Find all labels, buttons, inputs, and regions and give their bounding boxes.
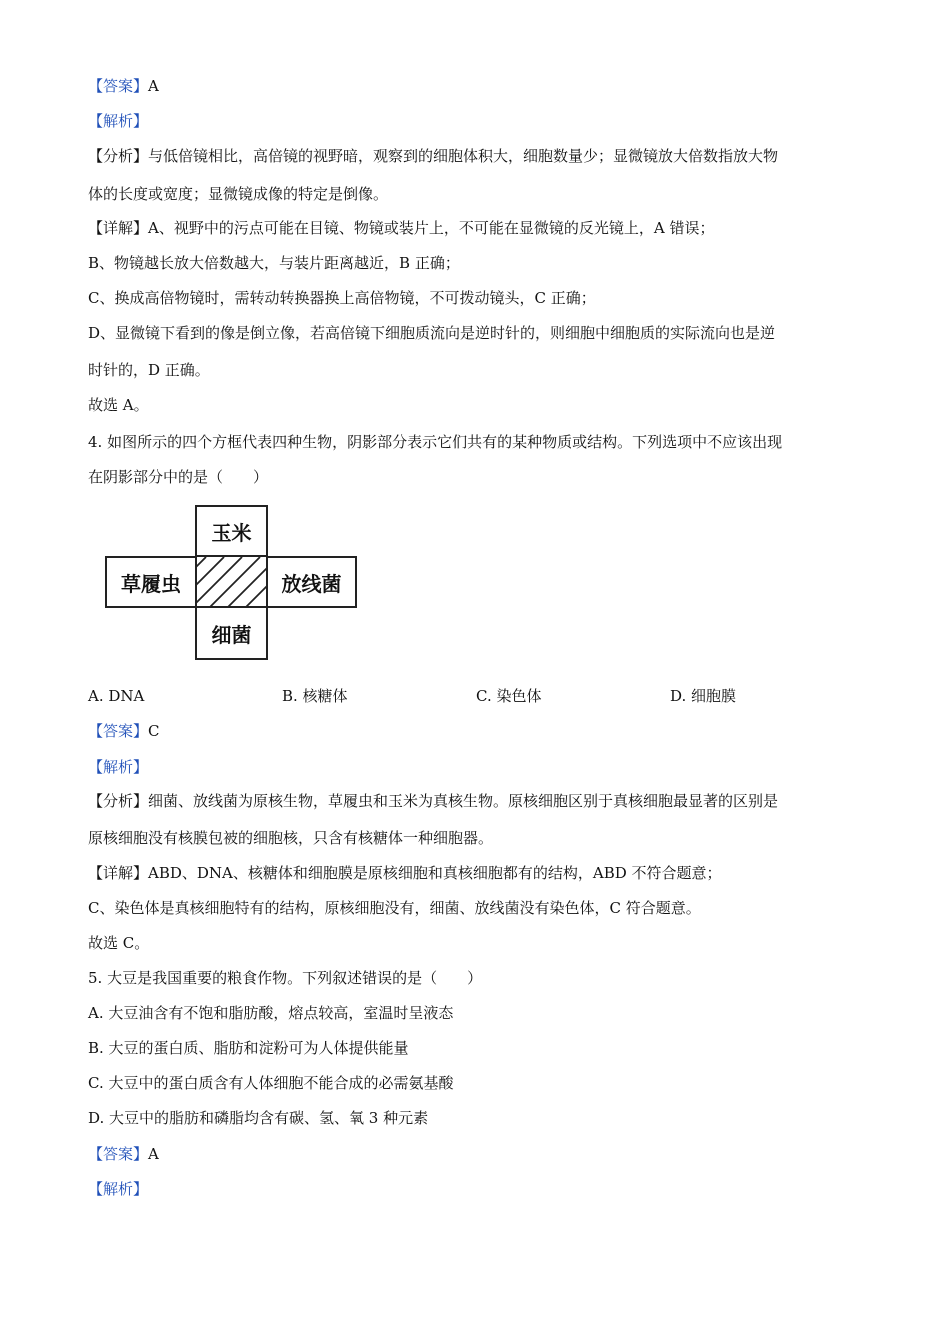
q3-detail-line1	[88, 218, 714, 238]
q5-option-a[interactable]: A. 大豆油含有不饱和脂肪酸，熔点较高，室温时呈液态	[88, 1004, 454, 1022]
answer-tag: 【答案】	[88, 722, 149, 740]
label-left: 草履虫	[121, 571, 181, 596]
q4-option-b[interactable]: B. 核糖体	[282, 687, 348, 705]
answer-value: C	[148, 722, 160, 740]
q4-detail-line2: C、染色体是真核细胞特有的结构，原核细胞没有，细菌、放线菌没有染色体，C 符合题意。	[88, 899, 701, 917]
box-left-paramecium	[105, 556, 197, 608]
q3-conclusion: 故选 A。	[88, 396, 149, 414]
q4-option-c[interactable]: C. 染色体	[476, 687, 542, 705]
q3-fenxi-line1	[88, 146, 778, 166]
shaded-overlap-area	[196, 557, 267, 607]
organism-cross-diagram	[105, 505, 357, 660]
answer-tag: 【答案】	[88, 77, 149, 95]
detail-text: A、视野中的污点可能在目镜、物镜或装片上，不可能在显微镜的反光镜上，A 错误；	[148, 219, 715, 237]
q5-option-b[interactable]: B. 大豆的蛋白质、脂肪和淀粉可为人体提供能量	[88, 1039, 409, 1057]
q3-detail-line3: C、换成高倍物镜时，需转动转换器换上高倍物镜，不可拨动镜头，C 正确；	[88, 289, 596, 307]
detail-tag: 【详解】	[88, 219, 149, 237]
answer-tag: 【答案】	[88, 1145, 149, 1163]
box-bottom-bacteria	[195, 606, 268, 660]
detail-text: ABD、DNA、核糖体和细胞膜是原核细胞和真核细胞都有的结构，ABD 不符合题意；	[148, 864, 722, 882]
fenxi-tag: 【分析】	[88, 792, 149, 810]
q3-detail-line4: D、显微镜下看到的像是倒立像，若高倍镜下细胞质流向是逆时针的，则细胞中细胞质的实际流向也是逆	[88, 324, 776, 342]
detail-tag: 【详解】	[88, 864, 149, 882]
q3-analysis-tag: 【解析】	[88, 112, 149, 130]
q5-option-d[interactable]: D. 大豆中的脂肪和磷脂均含有碳、氢、氧 3 种元素	[88, 1109, 429, 1127]
q4-detail-line1	[88, 863, 722, 883]
q5-answer-line	[88, 1144, 159, 1164]
label-bottom: 细菌	[211, 622, 252, 647]
box-right-actinomycete	[266, 556, 357, 608]
answer-value: A	[148, 77, 159, 95]
q4-fenxi-line2: 原核细胞没有核膜包被的细胞核，只含有核糖体一种细胞器。	[88, 829, 494, 847]
q5-analysis-tag: 【解析】	[88, 1180, 149, 1198]
q4-answer-line	[88, 721, 160, 741]
q4-analysis-tag: 【解析】	[88, 758, 149, 776]
label-top: 玉米	[211, 520, 252, 545]
q4-stem-line2: 在阴影部分中的是（ ）	[88, 468, 269, 486]
q4-option-d[interactable]: D. 细胞膜	[670, 687, 737, 705]
q3-detail-line2: B、物镜越长放大倍数越大，与装片距离越近，B 正确；	[88, 254, 460, 272]
q3-answer-line	[88, 76, 159, 96]
fenxi-text: 细菌、放线菌为原核生物，草履虫和玉米为真核生物。原核细胞区别于真核细胞最显著的区别是	[148, 792, 779, 810]
q4-fenxi-line1	[88, 791, 778, 811]
answer-value: A	[148, 1145, 159, 1163]
q4-stem-line1: 4. 如图所示的四个方框代表四种生物，阴影部分表示它们共有的某种物质或结构。下列选项中不应该出现	[88, 433, 783, 451]
fenxi-text: 与低倍镜相比，高倍镜的视野暗，观察到的细胞体积大，细胞数量少；显微镜放大倍数指放大物	[148, 147, 779, 165]
q3-fenxi-line2: 体的长度或宽度；显微镜成像的特定是倒像。	[88, 185, 389, 203]
box-top-corn	[195, 505, 268, 557]
q4-conclusion: 故选 C。	[88, 934, 150, 952]
label-right: 放线菌	[281, 571, 342, 596]
q4-option-a[interactable]: A. DNA	[88, 687, 145, 705]
q5-stem: 5. 大豆是我国重要的粮食作物。下列叙述错误的是（ ）	[88, 969, 483, 987]
q5-option-c[interactable]: C. 大豆中的蛋白质含有人体细胞不能合成的必需氨基酸	[88, 1074, 454, 1092]
fenxi-tag: 【分析】	[88, 147, 149, 165]
q3-detail-line5: 时针的，D 正确。	[88, 361, 210, 379]
